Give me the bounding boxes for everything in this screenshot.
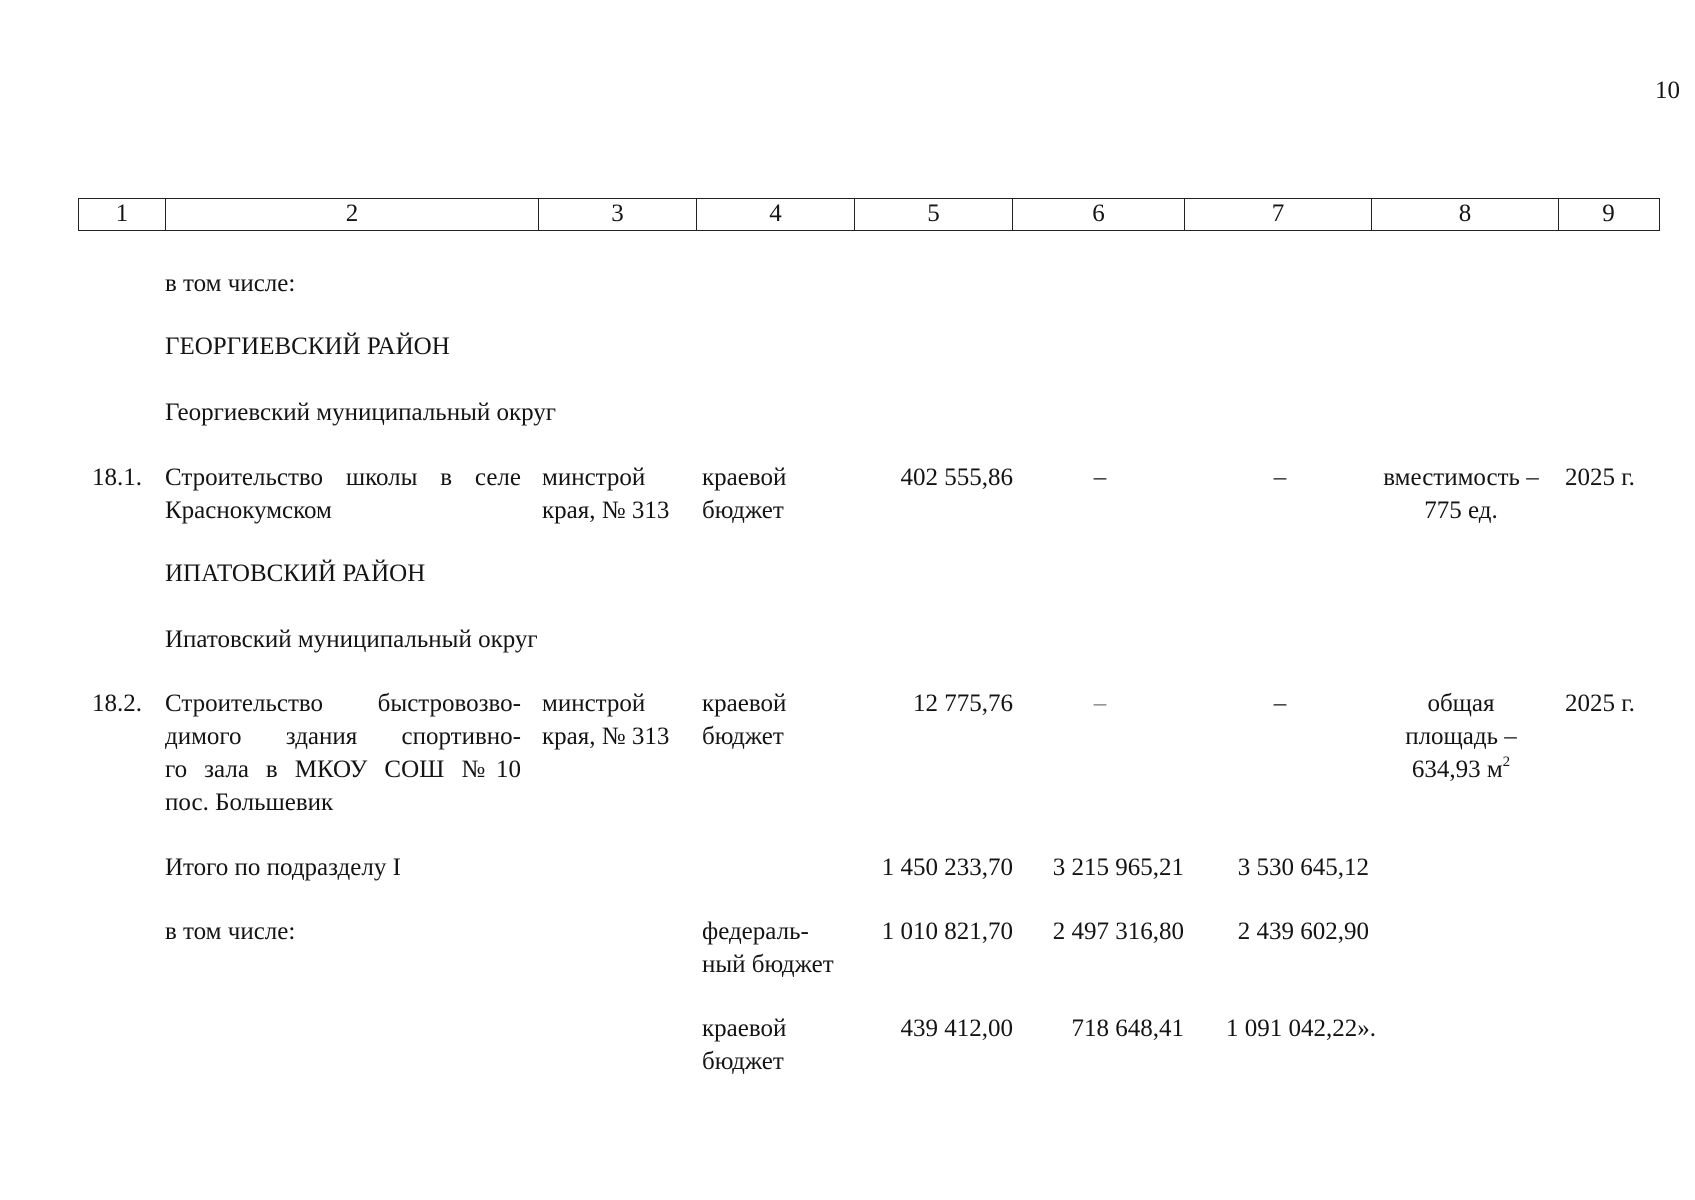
regional-col7: 1 091 042,22». bbox=[1226, 1015, 1376, 1042]
header-cell-9: 9 bbox=[1558, 199, 1658, 230]
column-number-header bbox=[78, 198, 1660, 231]
row-number: 18.2. bbox=[92, 690, 142, 717]
customer bbox=[542, 687, 690, 753]
customer-line: края, № 313 bbox=[542, 497, 670, 524]
funding-source-line: краевой bbox=[702, 464, 787, 491]
totals-col6: 3 215 965,21 bbox=[1052, 854, 1184, 881]
funding-source-line: ный бюджет bbox=[702, 951, 834, 978]
header-cell-6: 6 bbox=[1012, 199, 1184, 230]
customer-line: края, № 313 bbox=[542, 723, 670, 750]
regional-col5: 439 412,00 bbox=[900, 1015, 1013, 1042]
regional-col6: 718 648,41 bbox=[1071, 1015, 1184, 1042]
header-cell-1: 1 bbox=[115, 200, 129, 227]
capacity-line-area bbox=[1372, 753, 1550, 786]
customer-line: минстрой bbox=[542, 690, 646, 717]
capacity-area-value: 634,93 м bbox=[1411, 756, 1503, 783]
customer-line: минстрой bbox=[542, 464, 646, 491]
district-heading-ipatovsky: ИПАТОВСКИЙ РАЙОН bbox=[165, 560, 426, 587]
funding-source-line: краевой bbox=[702, 690, 787, 717]
header-cell-7: 7 bbox=[1184, 199, 1371, 230]
customer bbox=[542, 461, 690, 527]
row-number: 18.1. bbox=[92, 464, 142, 491]
header-cell-5: 5 bbox=[854, 199, 1012, 230]
header-cell-8: 8 bbox=[1371, 199, 1558, 230]
totals-col7: 3 530 645,12 bbox=[1237, 854, 1369, 881]
header-cell-2: 2 bbox=[165, 199, 538, 230]
page-number: 10 bbox=[1655, 77, 1680, 104]
funding-source-line: краевой bbox=[702, 1015, 787, 1042]
capacity bbox=[1372, 687, 1550, 786]
object-name bbox=[165, 687, 521, 819]
completion-year: 2025 г. bbox=[1565, 464, 1635, 491]
amount-col5: 402 555,86 bbox=[900, 464, 1013, 491]
header-cell-4: 4 bbox=[696, 199, 854, 230]
object-name-line: Краснокумском bbox=[165, 497, 332, 524]
totals-including-label: в том числе: bbox=[165, 918, 296, 945]
capacity-line: 775 ед. bbox=[1424, 497, 1498, 524]
header-cell-3: 3 bbox=[538, 199, 696, 230]
capacity-line: общая bbox=[1427, 690, 1495, 717]
object-name-line: Строительство школы в селе bbox=[165, 464, 521, 491]
amount-col6: – bbox=[1093, 464, 1107, 491]
federal-col6: 2 497 316,80 bbox=[1052, 918, 1184, 945]
totals-label: Итого по подразделу I bbox=[165, 854, 401, 881]
object-name-line: Строительство быстровозво- bbox=[165, 690, 521, 717]
district-heading-georgievsky: ГЕОРГИЕВСКИЙ РАЙОН bbox=[165, 333, 450, 360]
completion-year: 2025 г. bbox=[1565, 690, 1635, 717]
capacity bbox=[1372, 461, 1550, 527]
totals-col5: 1 450 233,70 bbox=[881, 854, 1013, 881]
funding-source-line: федераль- bbox=[702, 918, 809, 945]
funding-source-line: бюджет bbox=[702, 723, 784, 750]
amount-col7: – bbox=[1273, 690, 1287, 717]
object-name-line: пос. Большевик bbox=[165, 789, 334, 816]
funding-source-line: бюджет bbox=[702, 1048, 784, 1075]
square-superscript: 2 bbox=[1502, 753, 1511, 770]
federal-col5: 1 010 821,70 bbox=[881, 918, 1013, 945]
amount-col5: 12 775,76 bbox=[913, 690, 1013, 717]
amount-col7: – bbox=[1273, 464, 1287, 491]
object-name-line: димого здания спортивно- bbox=[165, 723, 521, 750]
funding-source-line: бюджет bbox=[702, 497, 784, 524]
capacity-line: площадь – bbox=[1405, 723, 1517, 750]
object-name bbox=[165, 461, 521, 527]
capacity-line: вместимость – bbox=[1383, 464, 1539, 491]
okrug-heading-ipatovsky: Ипатовский муниципальный округ bbox=[165, 626, 538, 653]
okrug-heading-georgievsky: Георгиевский муниципальный округ bbox=[165, 399, 557, 426]
federal-col7: 2 439 602,90 bbox=[1237, 918, 1369, 945]
amount-col6: – bbox=[1093, 690, 1107, 717]
object-name-line: го зала в МКОУ СОШ №10 bbox=[165, 756, 521, 783]
including-label: в том числе: bbox=[165, 270, 296, 297]
